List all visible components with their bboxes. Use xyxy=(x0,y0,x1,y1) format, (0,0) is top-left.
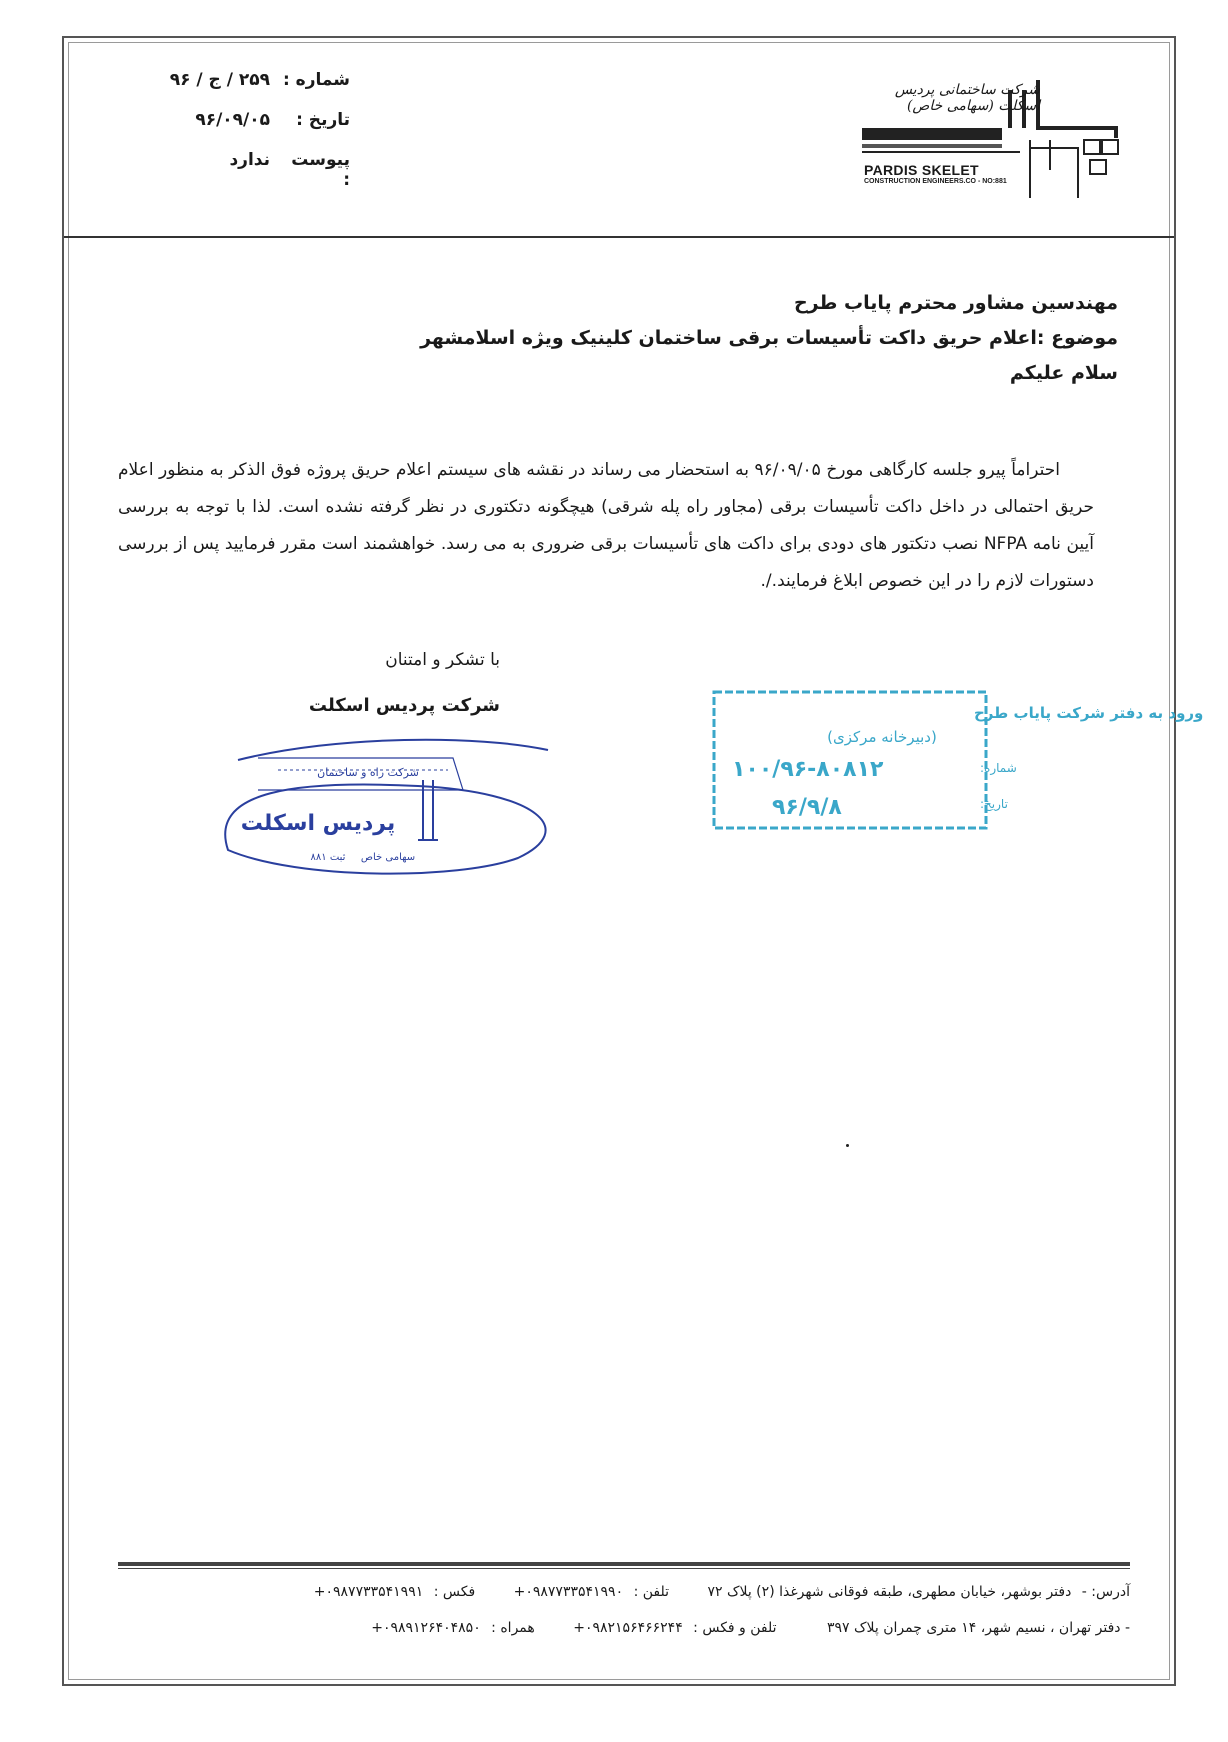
mobile-value: ۰۹۸۹۱۲۶۴۰۴۸۵۰+ xyxy=(371,1620,481,1636)
recipient: مهندسین مشاور محترم پایاب طرح xyxy=(793,292,1118,314)
letter-meta xyxy=(150,70,350,190)
date-label: تاریخ : xyxy=(296,110,350,130)
stamp-number-label: شماره: xyxy=(980,761,1017,775)
seal-top-text: شرکت راه و ساختمان xyxy=(317,766,419,779)
stamp-number-value: ۱۰۰/۹۶-۸۰۸۱۲ xyxy=(732,757,884,782)
address-tehran: - دفتر تهران ، نسیم شهر، ۱۴ متری چمران پلاک ۳۹۷ xyxy=(827,1620,1130,1636)
address-label: آدرس: - xyxy=(1081,1584,1130,1600)
greeting: سلام علیکم xyxy=(1009,362,1118,384)
seal-name: پردیس اسکلت xyxy=(240,811,396,836)
company-seal xyxy=(218,740,608,880)
phone-value: ۰۹۸۷۷۳۳۵۴۱۹۹۰+ xyxy=(513,1584,624,1600)
logo-english-name: PARDIS SKELET xyxy=(864,162,979,178)
number-label: شماره : xyxy=(282,70,350,90)
letter-heading xyxy=(118,286,1118,391)
logo-english-subtitle: CONSTRUCTION ENGINEERS.CO - NO:881 xyxy=(864,178,1007,185)
footer-line-2 xyxy=(150,1620,1130,1636)
mobile-label: همراه : xyxy=(491,1620,535,1636)
phone-label: تلفن : xyxy=(633,1584,669,1600)
logo-persian-name: شرکت ساختمانی پردیس اسکلت (سهامی خاص) xyxy=(894,82,1040,114)
number-value: ۲۵۹ / ج / ۹۶ xyxy=(169,70,270,90)
attachment-value: ندارد xyxy=(229,150,270,170)
stamp-line2: (دبیرخانه مرکزی) xyxy=(827,728,937,746)
seal-sub-right: ثبت ۸۸۱ xyxy=(310,852,346,863)
meta-attachment xyxy=(150,150,350,190)
closing: با تشکر و امتنان xyxy=(385,650,500,670)
subject: موضوع :اعلام حریق داکت تأسیسات برقی ساختمان کلینیک ویژه اسلامشهر xyxy=(420,327,1118,349)
seal-sub-left: سهامی خاص xyxy=(360,852,416,863)
meta-number xyxy=(150,70,350,110)
stamp-line1: ورود به دفتر شرکت پایاب طرح xyxy=(974,704,1204,722)
footer-line-1 xyxy=(150,1584,1130,1600)
fax-label: فکس : xyxy=(433,1584,476,1600)
speck xyxy=(846,1144,849,1147)
meta-date xyxy=(150,110,350,150)
date-value: ۹۶/۰۹/۰۵ xyxy=(195,110,270,130)
stamp-date-label: تاریخ: xyxy=(980,797,1008,811)
address-bushehr: دفتر بوشهر، خیابان مطهری، طبقه فوقانی شهرغذا (۲) پلاک ۷۲ xyxy=(707,1584,1072,1600)
stamp-date-value: ۹۶/۹/۸ xyxy=(772,795,842,820)
header-divider xyxy=(64,236,1174,238)
received-stamp xyxy=(712,690,1204,830)
fax-value: ۰۹۸۷۷۳۳۵۴۱۹۹۱+ xyxy=(313,1584,424,1600)
signatory: شرکت پردیس اسکلت xyxy=(308,695,500,716)
footer-rule-thin xyxy=(118,1568,1130,1569)
attachment-label: پیوست : xyxy=(291,150,350,190)
phonefax-value: ۰۹۸۲۱۵۶۴۶۶۲۴۴+ xyxy=(573,1620,683,1636)
footer-rule-thick xyxy=(118,1562,1130,1566)
phonefax-label: تلفن و فکس : xyxy=(693,1620,777,1636)
letter-body: احتراماً پیرو جلسه کارگاهی مورخ ۹۶/۰۹/۰۵ به استحضار می رساند در نقشه های سیستم اعلام حریق پروژه فوق الذکر به منظور اعلام حریق احتمالی در داخل داکت تأسیسات برقی (مجاور راه پله شرقی) هیچگونه دتکتوری در نظر گرفته نشده است. لذا با توجه به بررسی آیین نامه NFPA نصب دتکتور های دودی برای داکت های تأسیسات برقی ضروری به می رسد. خواهشمند است مقرر فرمایید پس از بررسی دستورات لازم را در این خصوص ابلاغ فرمایند./. xyxy=(118,460,1094,591)
